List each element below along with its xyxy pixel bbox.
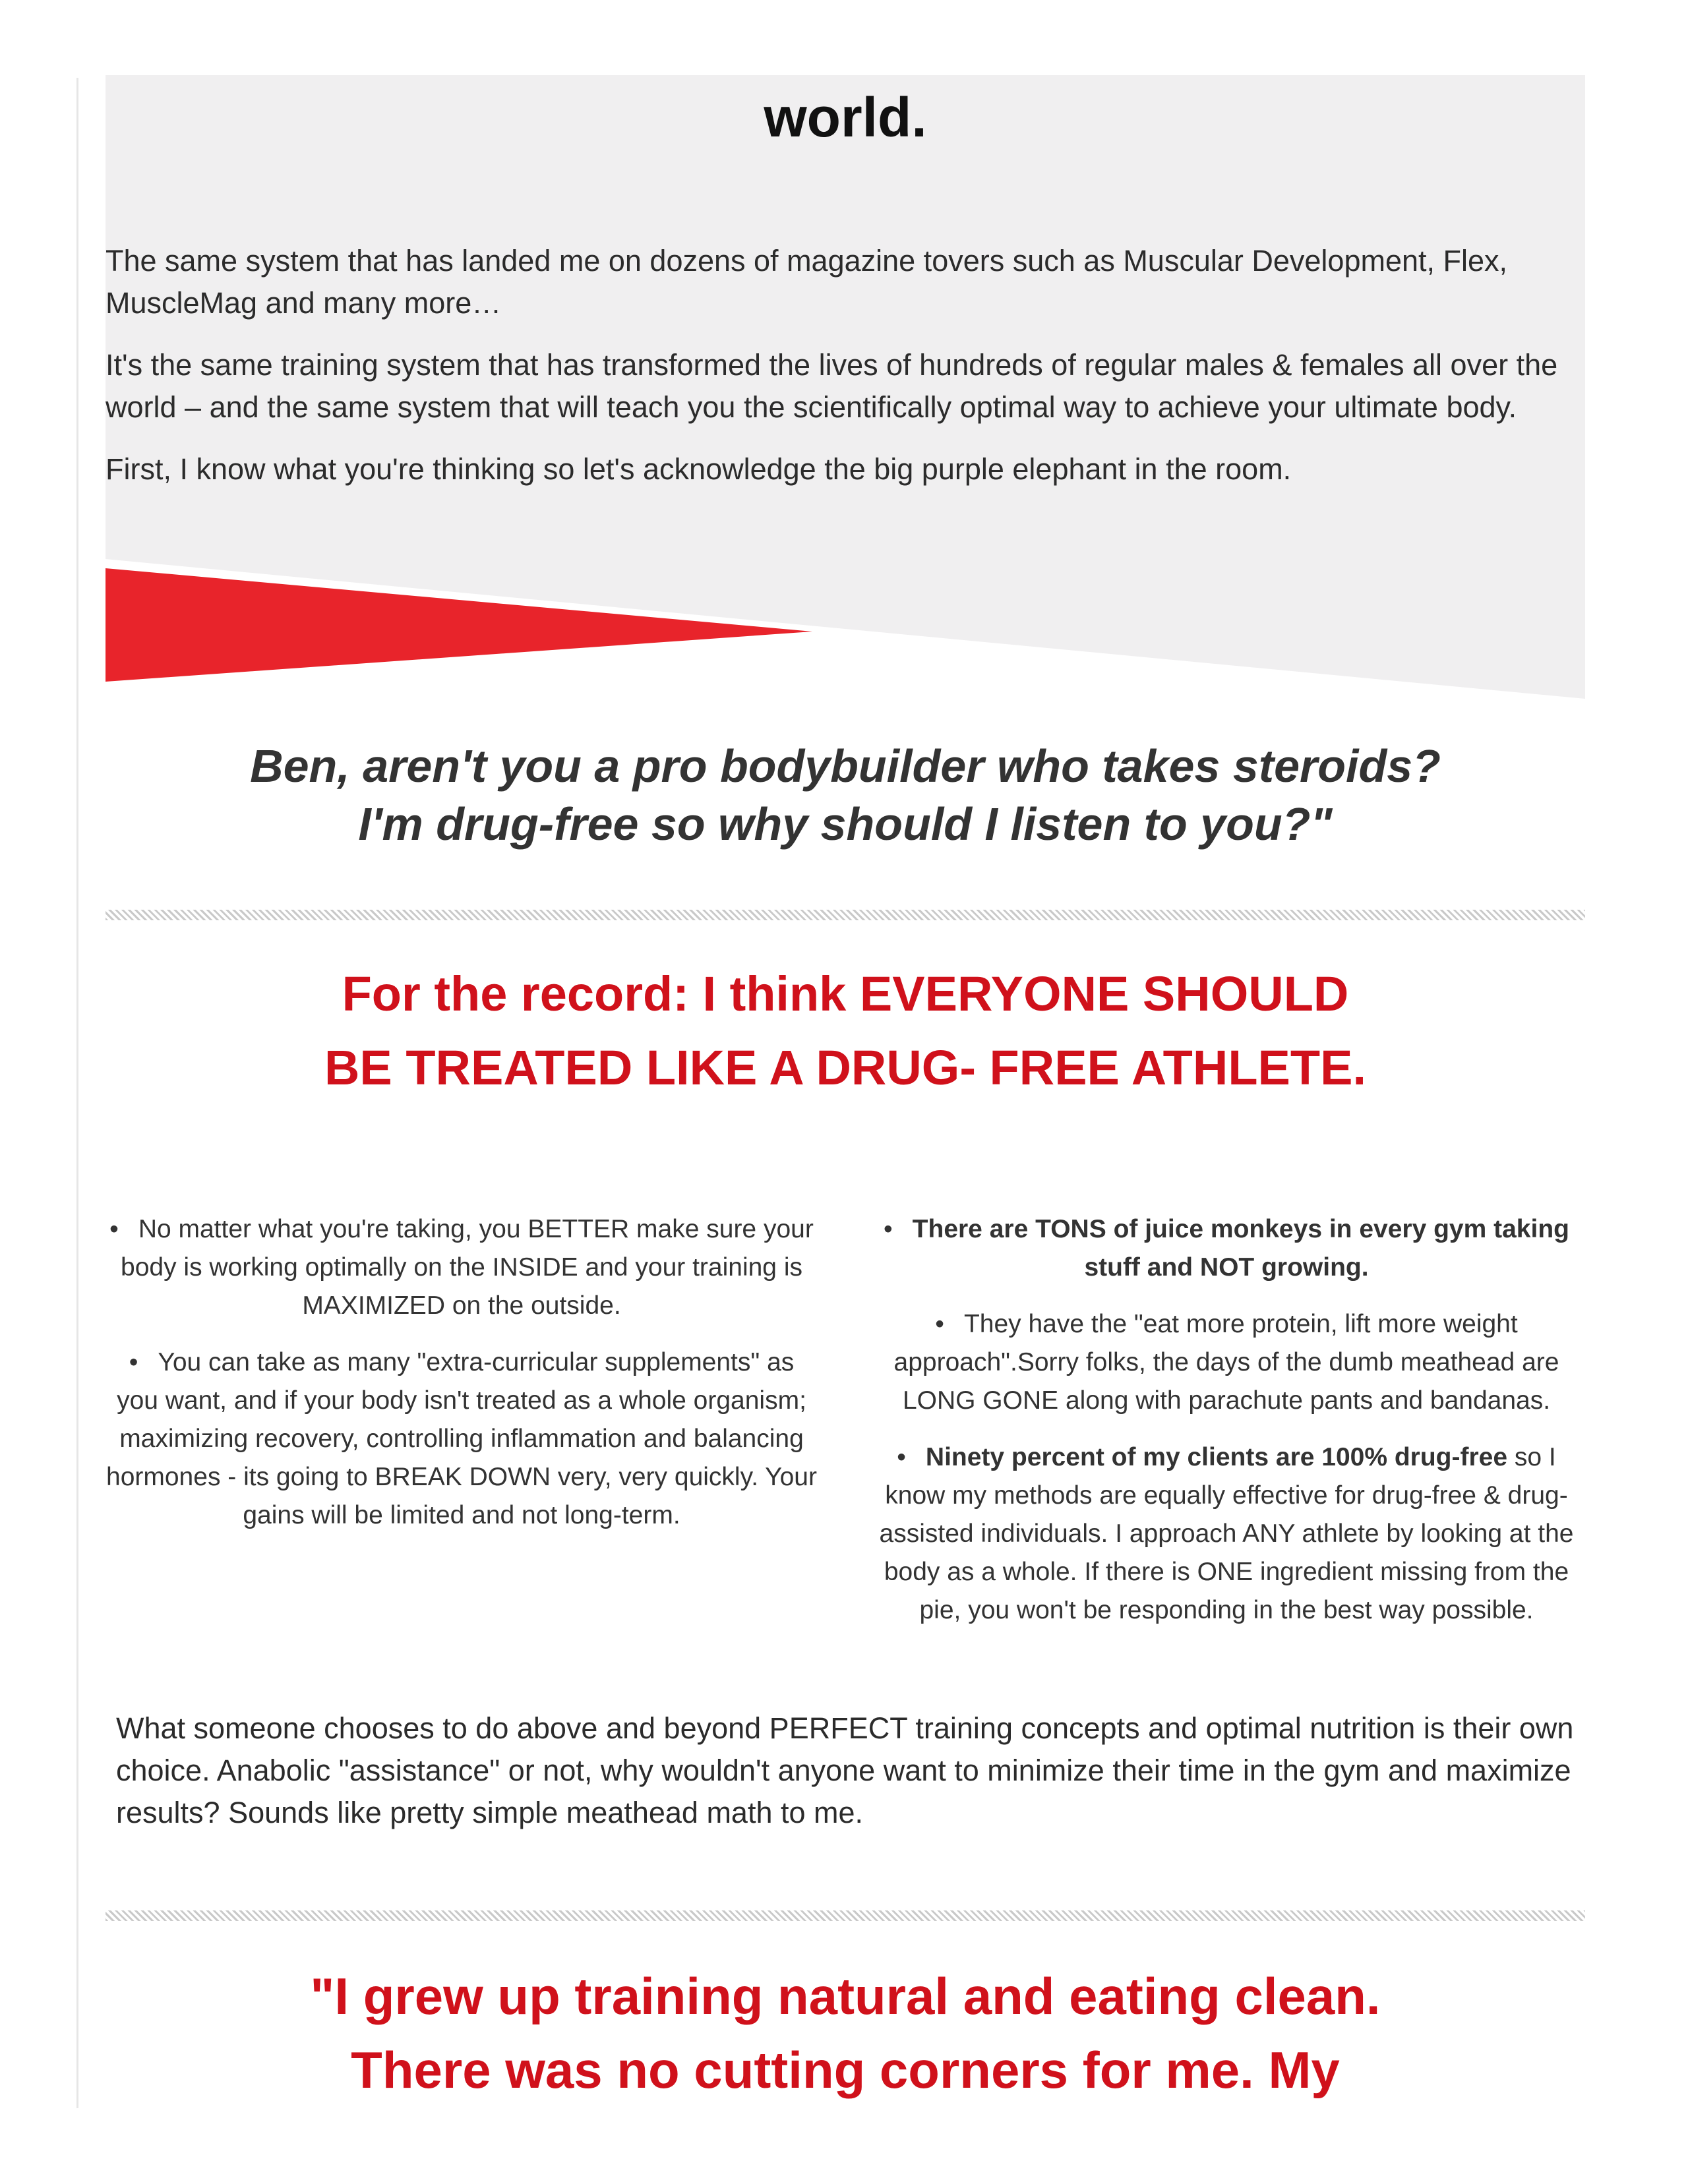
list-item: • There are TONS of juice monkeys in every gym taking stuff and NOT growing. — [884, 1215, 1569, 1282]
conclusion-paragraph: What someone chooses to do above and beyond PERFECT training concepts and optimal nutrition is their own choice. Anabolic "assistance" or not, why wouldn't anyone want to minimize their time in the gym and maximize results? Sounds like pretty simple meathead math to me. — [116, 1711, 1574, 1829]
record-headline-line-2: BE TREATED LIKE A DRUG- FREE ATHLETE. — [324, 1040, 1366, 1095]
bullet-icon: • — [884, 1215, 893, 1243]
question-heading — [106, 737, 1585, 853]
bullet-icon: • — [935, 1310, 944, 1338]
right-bullet-column — [877, 1210, 1576, 1648]
record-headline — [106, 957, 1585, 1105]
intro-text — [106, 240, 1582, 510]
list-item: • No matter what you're taking, you BETTER make sure your body is working optimally on the INSIDE and your training is MAXIMIZED on the outside. — [109, 1215, 814, 1320]
bullet-icon: • — [897, 1443, 906, 1471]
list-item: • You can take as many "extra-curricular supplements" as you want, and if your body isn't treated as a whole organism; maximizing recovery, controlling inflammation and balancing hormones - its going to BREAK DOWN very, very quickly. Your gains will be limited and not long-term. — [106, 1348, 817, 1529]
bullet-icon: • — [129, 1348, 138, 1376]
list-item: • Ninety percent of my clients are 100% drug-free so I know my methods are equally effective for drug-free & drug-assisted individuals. I approach ANY athlete by looking at the body as a whole. If there is ONE ingredient missing from the pie, you won't be responding in the best way possible. — [879, 1443, 1574, 1624]
hatched-divider — [106, 1910, 1585, 1921]
record-headline-line-1: For the record: I think EVERYONE SHOULD — [342, 966, 1349, 1021]
quote-line-1: "I grew up training natural and eating clean. — [310, 1967, 1381, 2025]
quote-line-2: There was no cutting corners for me. My — [351, 2041, 1340, 2099]
question-line-2: I'm drug-free so why should I listen to you?" — [358, 798, 1333, 850]
quote-headline — [106, 1959, 1585, 2107]
left-border-rule — [76, 78, 78, 2108]
bullet-icon: • — [109, 1215, 119, 1243]
red-wedge-divider — [106, 552, 1585, 704]
intro-paragraph-3: First, I know what you're thinking so let's acknowledge the big purple elephant in the room. — [106, 452, 1292, 486]
hatched-divider — [106, 910, 1585, 920]
left-bullet-column — [106, 1210, 818, 1553]
question-line-1: Ben, aren't you a pro bodybuilder who takes steroids? — [250, 740, 1441, 792]
intro-paragraph-1: The same system that has landed me on dozens of magazine tovers such as Muscular Development, Flex, MuscleMag and many more… — [106, 244, 1508, 320]
intro-paragraph-2: It's the same training system that has transformed the lives of hundreds of regular males & females all over the world – and the same system that will teach you the scientifically optimal way to achieve your ultimate body. — [106, 348, 1558, 424]
list-item: • They have the "eat more protein, lift more weight approach".Sorry folks, the days of the dumb meathead are LONG GONE along with parachute pants and bandanas. — [893, 1310, 1559, 1415]
section-title: world. — [764, 86, 927, 148]
